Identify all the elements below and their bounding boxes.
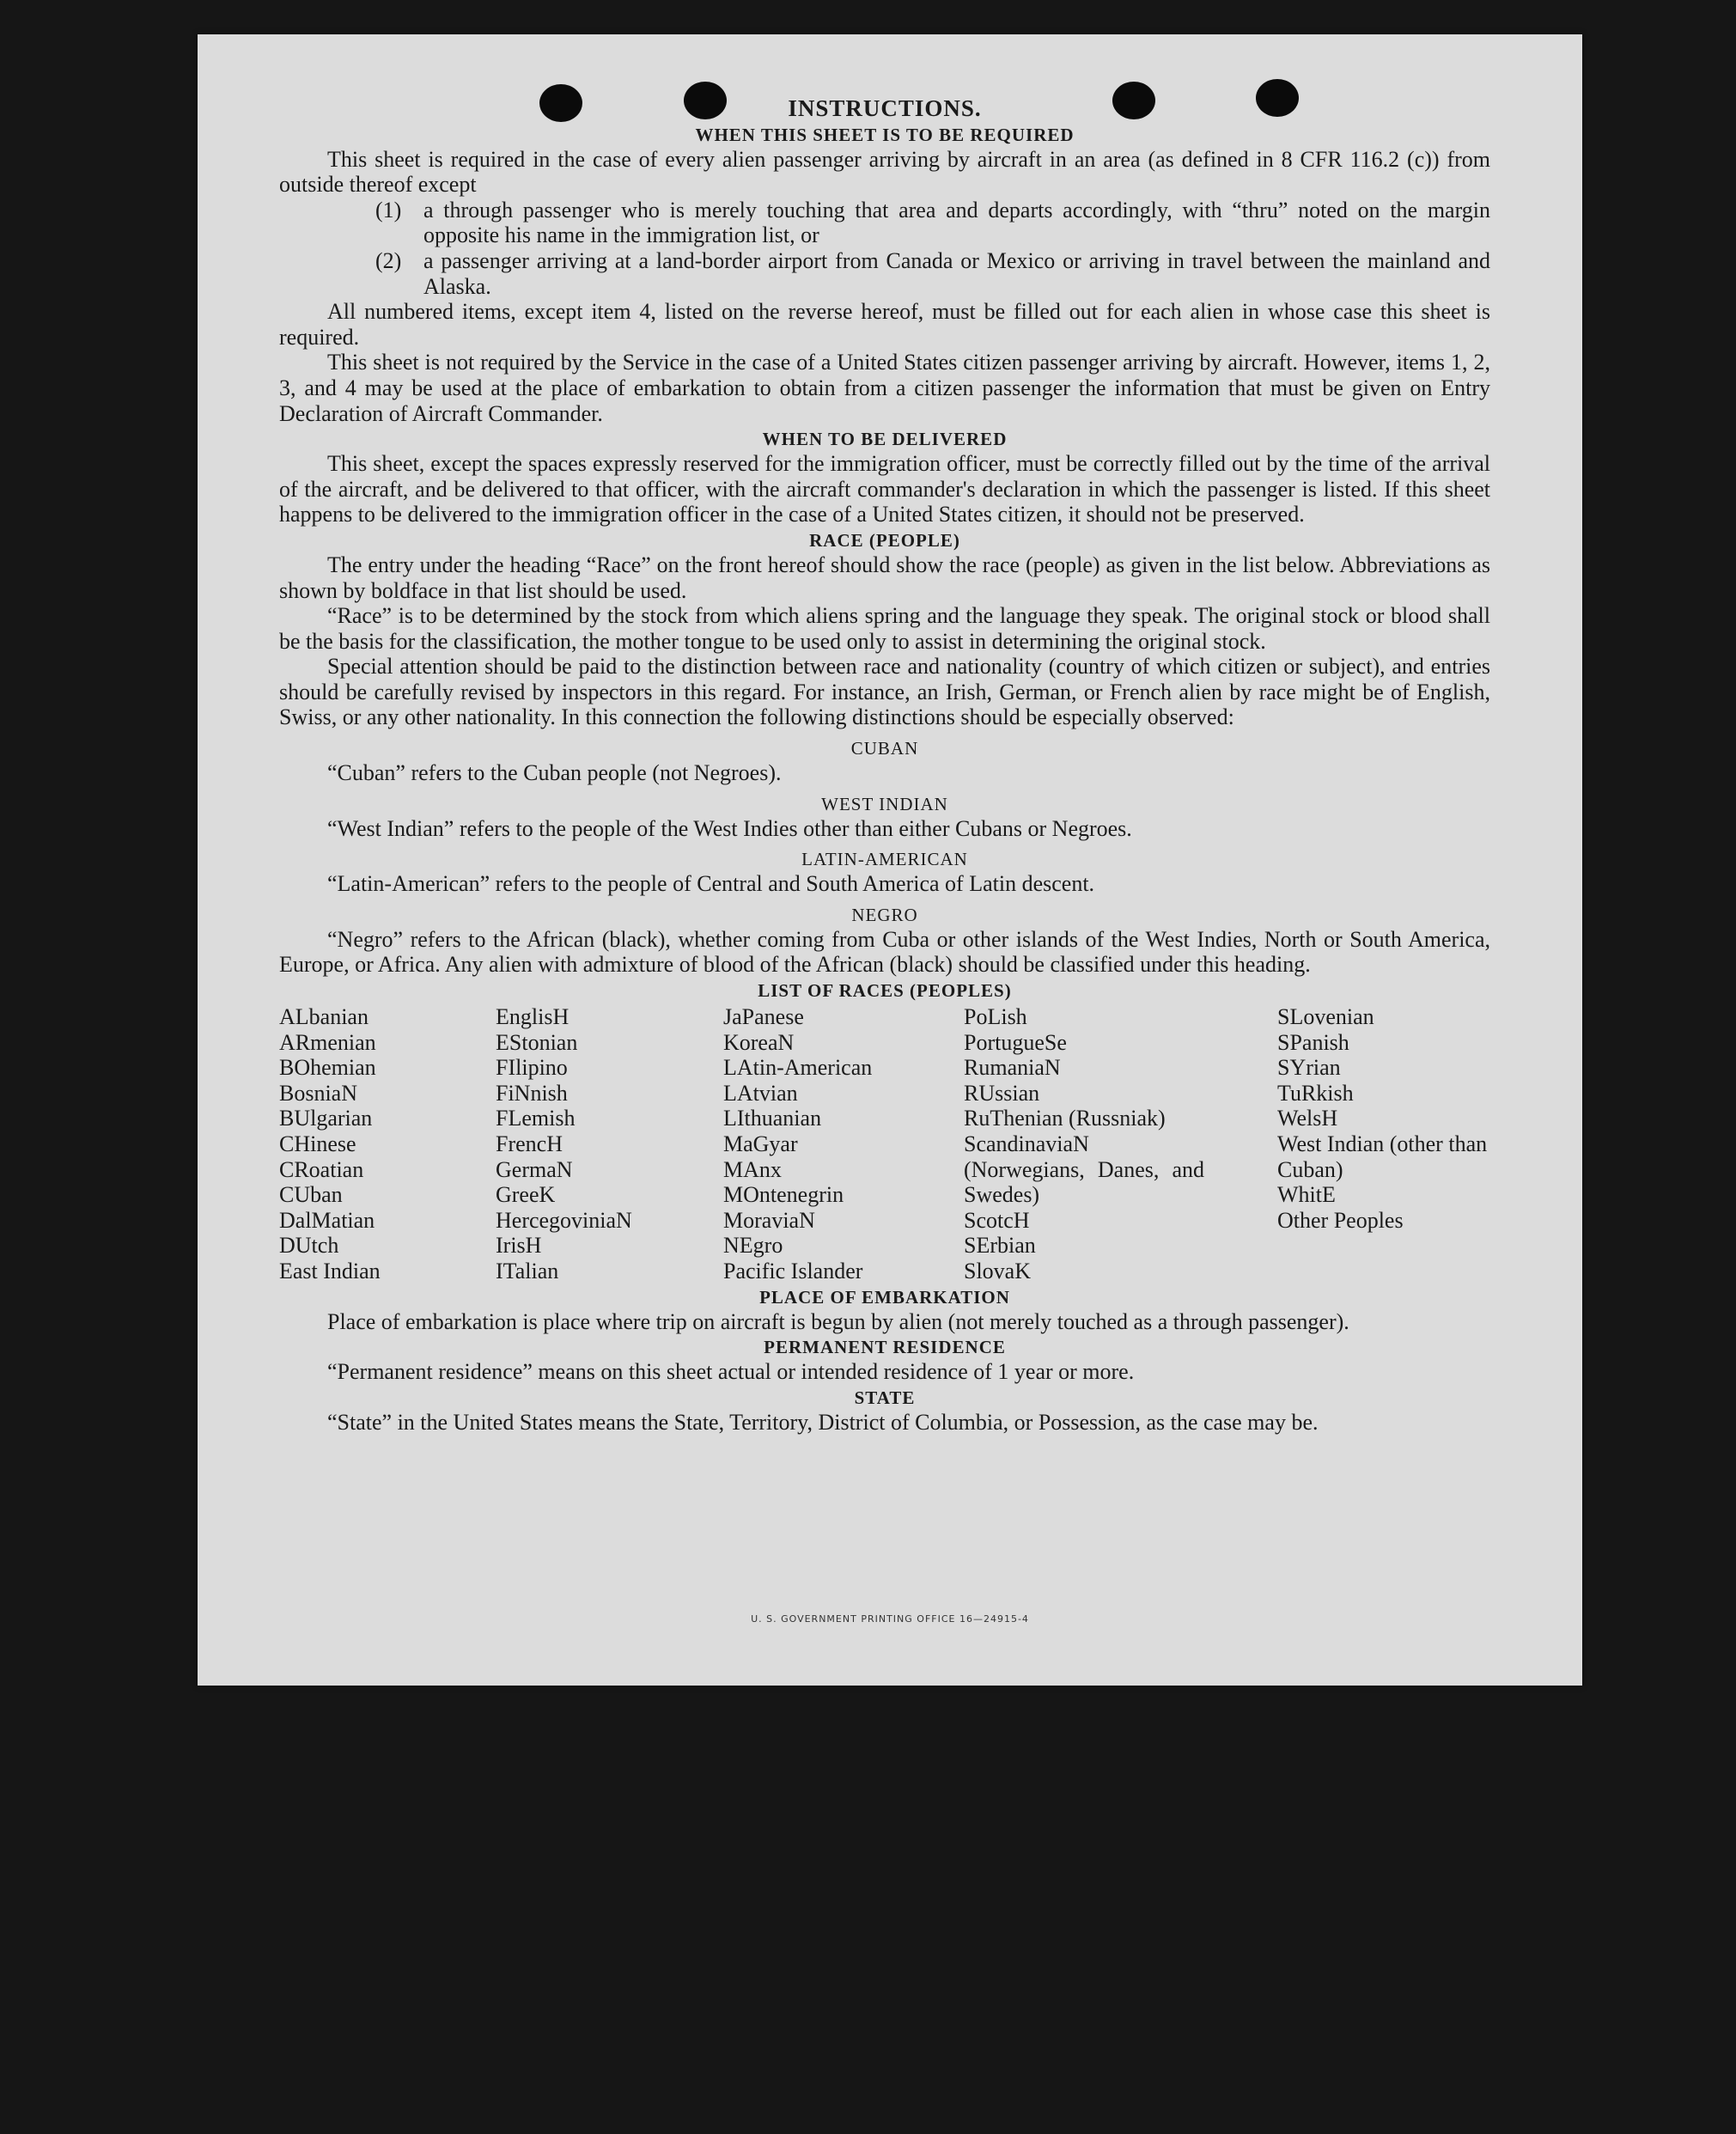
west-indian-heading: WEST INDIAN (821, 793, 948, 814)
race-item: GreeK (496, 1182, 556, 1208)
race-item: FIlipino (496, 1055, 568, 1081)
race-item: FLemish (496, 1106, 576, 1131)
race-item: CHinese (279, 1131, 356, 1156)
race-item: SlovaK (964, 1258, 1031, 1283)
item-number: (1) (375, 197, 402, 223)
required-paragraph-2: All numbered items, except item 4, listed on the reverse hereof, must be filled out for each alien in whose case this sheet is required. (279, 299, 1490, 350)
item-text: a passenger arriving at a land-border airport from Canada or Mexico or arriving in travel between the mainland and Alaska. (423, 247, 1490, 299)
race-item: Pacific Islander (723, 1258, 863, 1283)
required-paragraph-1: This sheet is required in the case of every alien passenger arriving by aircraft in an area (as defined in 8 CFR 116.2 (c)) from outside thereof except (279, 146, 1490, 198)
race-item: FiNnish (496, 1080, 568, 1106)
race-item: RumaniaN (964, 1055, 1061, 1081)
race-item: SPanish (1277, 1029, 1349, 1055)
race-item: GermaN (496, 1156, 573, 1182)
race-item: LIthuanian (723, 1106, 822, 1131)
item-text: a through passenger who is merely touching that area and departs accordingly, with “thru” noted on the margin opposite his name in the immigration list, or (423, 197, 1490, 248)
race-item: KoreaN (723, 1029, 795, 1055)
race-item: EnglisH (496, 1004, 570, 1030)
race-item: LAtin-American (723, 1055, 873, 1081)
race-item: FrencH (496, 1131, 563, 1156)
race-item: BOhemian (279, 1055, 376, 1081)
page-title: INSTRUCTIONS. (788, 95, 982, 121)
race-item: IrisH (496, 1233, 542, 1259)
race-item: ITalian (496, 1258, 559, 1283)
embarkation-heading: PLACE OF EMBARKATION (759, 1286, 1010, 1308)
race-item: MaGyar (723, 1131, 798, 1156)
race-item: BosniaN (279, 1080, 357, 1106)
race-item: WhitE (1277, 1182, 1336, 1208)
race-item: West Indian (other than Cuban) (1277, 1131, 1488, 1182)
required-heading: WHEN THIS SHEET IS TO BE REQUIRED (695, 124, 1075, 145)
document-page (198, 34, 1582, 1686)
race-heading: RACE (PEOPLE) (809, 529, 960, 551)
race-item: RUssian (964, 1080, 1040, 1106)
race-paragraph-3: Special attention should be paid to the distinction between race and nationality (country of which citizen or subject), and entries should be carefully revised by inspectors in this regard. For instance, an Irish, German, or French alien by race might be of English, Swiss, or any other nationality. In this connection the following distinctions should be especially observed: (279, 654, 1490, 730)
cuban-paragraph: “Cuban” refers to the Cuban people (not Negroes). (327, 760, 782, 786)
race-item: ARmenian (279, 1029, 376, 1055)
instructions-body (279, 96, 1490, 1435)
race-item: Other Peoples (1277, 1207, 1404, 1233)
race-column-4 (964, 1004, 1277, 1284)
latin-american-paragraph: “Latin-American” refers to the people of Central and South America of Latin descent. (327, 871, 1095, 897)
state-heading: STATE (854, 1387, 916, 1408)
race-item: TuRkish (1277, 1080, 1354, 1106)
race-column-5 (1277, 1004, 1490, 1284)
race-item: ALbanian (279, 1004, 369, 1030)
race-item: JaPanese (723, 1004, 804, 1030)
race-item: HercegoviniaN (496, 1207, 632, 1233)
race-item: MAnx (723, 1156, 782, 1182)
race-column-2 (496, 1004, 723, 1284)
race-item: NEgro (723, 1233, 783, 1259)
exception-item-2 (375, 248, 1490, 299)
race-column-1 (279, 1004, 496, 1284)
race-item: SErbian (964, 1233, 1036, 1259)
exception-item-1 (375, 198, 1490, 248)
race-column-3 (723, 1004, 964, 1284)
list-of-races-heading: LIST OF RACES (PEOPLES) (758, 980, 1012, 1002)
required-paragraph-3: This sheet is not required by the Service in the case of a United States citizen passenger arriving by aircraft. However, items 1, 2, 3, and 4 may be used at the place of embarkation to obtain from a citizen passenger the information that must be given on Entry Declaration of Aircraft Commander. (279, 350, 1490, 426)
state-paragraph: “State” in the United States means the State, Territory, District of Columbia, or Possession, as the case may be. (327, 1409, 1319, 1435)
latin-american-heading: LATIN-AMERICAN (801, 849, 968, 870)
race-item: MoraviaN (723, 1207, 815, 1233)
race-item: ScandinaviaN (Norwegians, Danes, and Swedes) (964, 1131, 1204, 1208)
item-number: (2) (375, 247, 402, 273)
race-item: SLovenian (1277, 1004, 1374, 1030)
race-item: LAtvian (723, 1080, 798, 1106)
race-item: DUtch (279, 1233, 339, 1259)
race-item: RuThenian (Russniak) (964, 1106, 1166, 1131)
race-item: ScotcH (964, 1207, 1030, 1233)
negro-paragraph: “Negro” refers to the African (black), whether coming from Cuba or other islands of the West Indies, North or South America, Europe, or Africa. Any alien with admixture of blood of the African (black) should be classified under this heading. (279, 926, 1490, 978)
delivered-heading: WHEN TO BE DELIVERED (762, 429, 1008, 450)
cuban-heading: CUBAN (850, 738, 919, 759)
race-paragraph-2: “Race” is to be determined by the stock from which aliens spring and the language they speak. The original stock or blood shall be the basis for the classification, the mother tongue to be used only to assist in determining the original stock. (279, 603, 1490, 654)
list-of-races (279, 1004, 1490, 1284)
race-item: CRoatian (279, 1156, 364, 1182)
race-item: BUlgarian (279, 1106, 373, 1131)
race-paragraph-1: The entry under the heading “Race” on the front hereof should show the race (people) as given in the list below. Abbreviations as shown by boldface in that list should be used. (279, 552, 1490, 603)
race-item: WelsH (1277, 1106, 1338, 1131)
race-item: EStonian (496, 1029, 578, 1055)
race-item: PoLish (964, 1004, 1027, 1030)
race-item: SYrian (1277, 1055, 1341, 1081)
embarkation-paragraph: Place of embarkation is place where trip on aircraft is begun by alien (not merely touched as a through passenger). (327, 1308, 1349, 1334)
west-indian-paragraph: “West Indian” refers to the people of the West Indies other than either Cubans or Negroes. (327, 815, 1132, 841)
race-item: PortugueSe (964, 1029, 1067, 1055)
residence-paragraph: “Permanent residence” means on this sheet actual or intended residence of 1 year or more. (327, 1359, 1135, 1385)
race-item: CUban (279, 1182, 343, 1208)
race-item: MOntenegrin (723, 1182, 844, 1208)
race-item: East Indian (279, 1258, 381, 1283)
negro-heading: NEGRO (851, 904, 918, 925)
printing-office-imprint: U. S. GOVERNMENT PRINTING OFFICE 16—24915-4 (751, 1613, 1029, 1625)
delivered-paragraph: This sheet, except the spaces expressly reserved for the immigration officer, must be correctly filled out by the time of the arrival of the aircraft, and be delivered to that officer, with the aircraft commander's declaration in which the passenger is listed. If this sheet happens to be delivered to the immigration officer in the case of a United States citizen, it should not be preserved. (279, 451, 1490, 527)
residence-heading: PERMANENT RESIDENCE (764, 1337, 1006, 1358)
race-item: DalMatian (279, 1207, 375, 1233)
